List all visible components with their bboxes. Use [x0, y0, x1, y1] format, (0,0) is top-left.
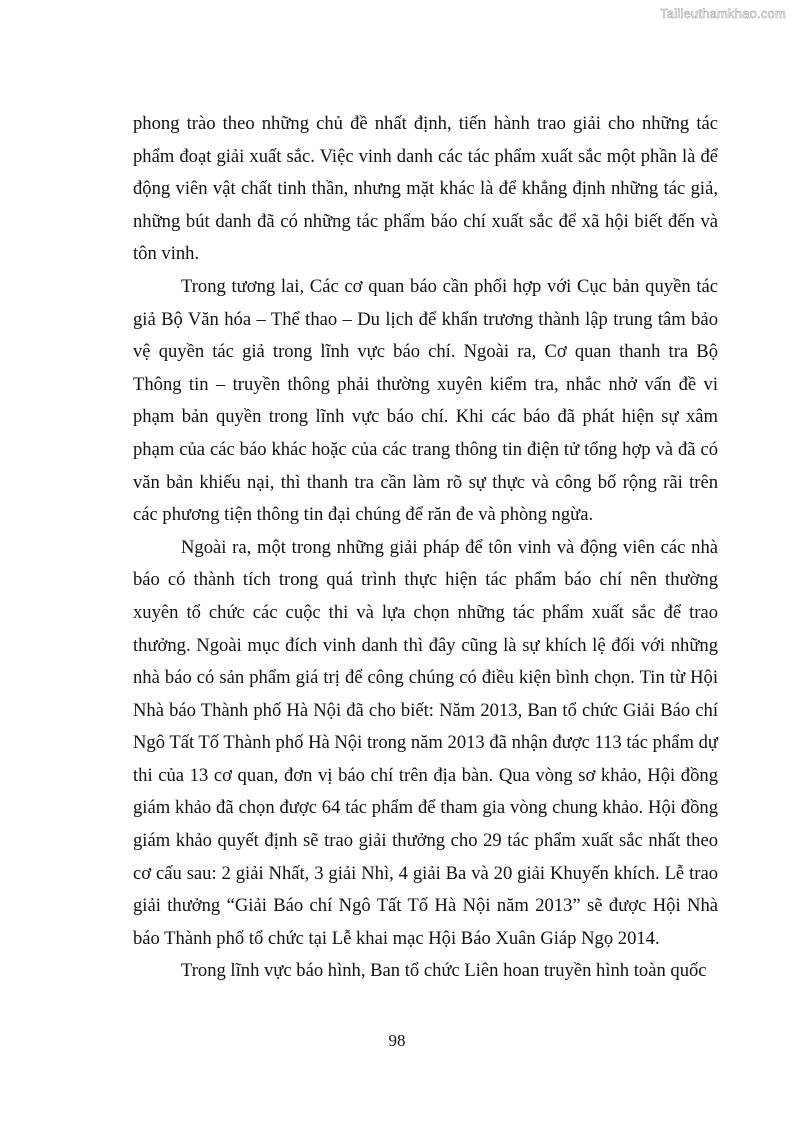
page-number: 98: [388, 1031, 406, 1050]
page-body: [133, 108, 718, 988]
paragraph-2: Trong tương lai, Các cơ quan báo cần phối hợp với Cục bản quyền tác giả Bộ Văn hóa – Thể thao – Du lịch để khẩn trương thành lập trung tâm bảo vệ quyền tác giả trong lĩnh vực báo chí. Ngoài ra, Cơ quan thanh tra Bộ Thông tin – truyền thông phải thường xuyên kiểm tra, nhắc nhở vấn đề vi phạm bản quyền trong lĩnh vực báo chí. Khi các báo đã phát hiện sự xâm phạm của các báo khác hoặc của các trang thông tin điện tử tổng hợp và đã có văn bản khiếu nại, thì thanh tra cần làm rõ sự thực và công bố rộng rãi trên các phương tiện thông tin đại chúng để răn đe và phòng ngừa.: [133, 275, 718, 526]
paragraph-1: phong trào theo những chủ đề nhất định, tiến hành trao giải cho những tác phẩm đoạt giải xuất sắc. Việc vinh danh các tác phẩm xuất sắc một phần là để động viên vật chất tinh thần, nhưng mặt khác là để khẳng định những tác giả, những bút danh đã có những tác phẩm báo chí xuất sắc để xã hội biết đến và tôn vinh.: [133, 113, 718, 265]
watermark: Tailieuthamkhao.com: [660, 6, 786, 21]
paragraph-4: Trong lĩnh vực báo hình, Ban tổ chức Liên hoan truyền hình toàn quốc: [181, 960, 707, 982]
paragraph-3: Ngoài ra, một trong những giải pháp để tôn vinh và động viên các nhà báo có thành tích trong quá trình thực hiện tác phẩm báo chí nên thường xuyên tổ chức các cuộc thi và lựa chọn những tác phẩm xuất sắc để trao thưởng. Ngoài mục đích vinh danh thì đây cũng là sự khích lệ đối với những nhà báo có sản phẩm giá trị để công chúng có điều kiện bình chọn. Tin từ Hội Nhà báo Thành phố Hà Nội đã cho biết: Năm 2013, Ban tổ chức Giải Báo chí Ngô Tất Tố Thành phố Hà Nội trong năm 2013 đã nhận được 113 tác phẩm dự thi của 13 cơ quan, đơn vị báo chí trên địa bàn. Qua vòng sơ khảo, Hội đồng giám khảo đã chọn được 64 tác phẩm để tham gia vòng chung khảo. Hội đồng giám khảo quyết định sẽ trao giải thưởng cho 29 tác phẩm xuất sắc nhất theo cơ cấu sau: 2 giải Nhất, 3 giải Nhì, 4 giải Ba và 20 giải Khuyến khích. Lễ trao giải thưởng “Giải Báo chí Ngô Tất Tố Hà Nội năm 2013” sẽ được Hội Nhà báo Thành phố tổ chức tại Lễ khai mạc Hội Báo Xuân Giáp Ngọ 2014.: [133, 536, 718, 949]
